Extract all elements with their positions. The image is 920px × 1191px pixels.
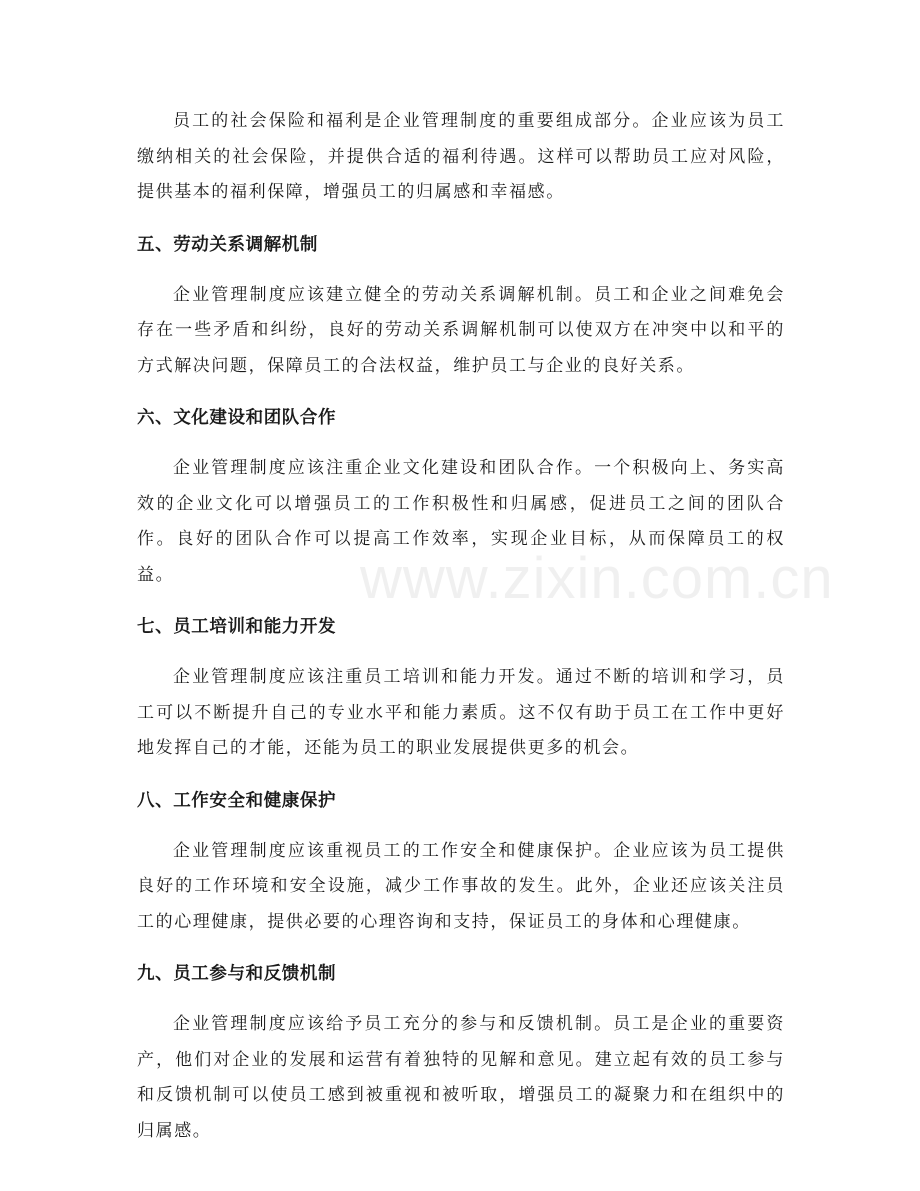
section-paragraph: 企业管理制度应该注重企业文化建设和团队合作。一个积极向上、务实高效的企业文化可以增强员工的工作积极性和归属感，促进员工之间的团队合作。良好的团队合作可以提高工作效率，实现企业目标，从而保障员工的权益。 [137,458,785,585]
section-paragraph: 企业管理制度应该注重员工培训和能力开发。通过不断的培训和学习，员工可以不断提升自己的专业水平和能力素质。这不仅有助于员工在工作中更好地发挥自己的才能，还能为员工的职业发展提供更多的机会。 [137,667,785,758]
section-labor-mediation [137,230,785,385]
intro-paragraph: 员工的社会保险和福利是企业管理制度的重要组成部分。企业应该为员工缴纳相关的社会保险，并提供合适的福利待遇。这样可以帮助员工应对风险，提供基本的福利保障，增强员工的归属感和幸福感。 [137,111,785,202]
section-heading: 八、工作安全和健康保护 [137,790,337,811]
section-safety-health [137,786,785,941]
section-heading: 五、劳动关系调解机制 [137,234,318,255]
section-heading: 九、员工参与和反馈机制 [137,964,337,984]
watermark-text: www.zixin.com.cn [360,546,834,611]
section-heading: 七、员工培训和能力开发 [137,617,337,637]
section-paragraph: 企业管理制度应该重视员工的工作安全和健康保护。企业应该为员工提供良好的工作环境和安全设施，减少工作事故的发生。此外，企业还应该关注员工的心理健康，提供必要的心理咨询和支持，保证员工的身体和心理健康。 [137,840,785,932]
section-paragraph: 企业管理制度应该建立健全的劳动关系调解机制。员工和企业之间难免会存在一些矛盾和纠纷，良好的劳动关系调解机制可以使双方在冲突中以和平的方式解决问题，保障员工的合法权益，维护员工与企业的良好关系。 [137,284,785,376]
section-training [137,612,785,767]
section-paragraph: 企业管理制度应该给予员工充分的参与和反馈机制。员工是企业的重要资产，他们对企业的发展和运营有着独特的见解和意见。建立起有效的员工参与和反馈机制可以使员工感到被重视和被听取，增强员工的凝聚力和在组织中的归属感。 [137,1014,785,1141]
document-body [137,104,785,1149]
section-participation-feedback [137,959,785,1149]
section-heading: 六、文化建设和团队合作 [137,408,337,428]
section-culture-teamwork [137,403,785,593]
